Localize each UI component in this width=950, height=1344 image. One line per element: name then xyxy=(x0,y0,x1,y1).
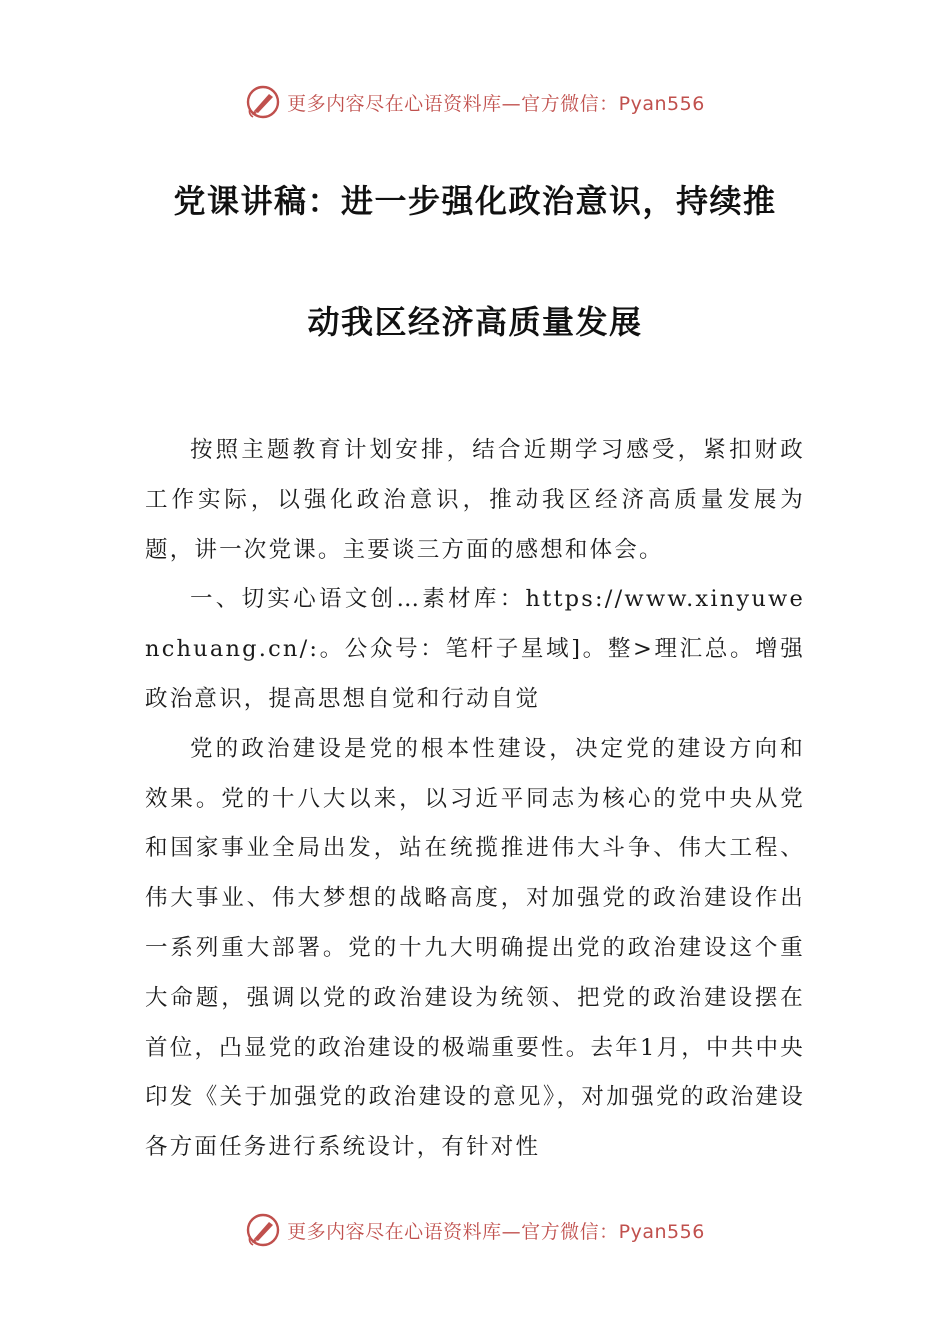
paragraph-political-construction: 党的政治建设是党的根本性建设，决定党的建设方向和效果。党的十八大以来，以习近平同志为核心的党中央从党和国家事业全局出发，站在统揽推进伟大斗争、伟大工程、伟大事业、伟大梦想的战略高度，对加强党的政治建设作出一系列重大部署。党的十九大明确提出党的政治建设这个重大命题，强调以党的政治建设为统领、把党的政治建设摆在首位，凸显党的政治建设的极端重要性。去年1月，中共中央印发《关于加强党的政治建设的意见》，对加强党的政治建设各方面任务进行系统设计，有针对性 xyxy=(145,735,805,1161)
document-title-line-1: 党课讲稿：进一步强化政治意识，持续推 xyxy=(173,182,777,220)
pen-circle-logo-icon xyxy=(245,1212,281,1248)
document-body xyxy=(145,426,805,1173)
paragraph-intro: 按照主题教育计划安排，结合近期学习感受，紧扣财政工作实际，以强化政治意识，推动我区经济高质量发展为题，讲一次党课。主要谈三方面的感想和体会。 xyxy=(145,437,805,563)
document-title-line-2: 动我区经济高质量发展 xyxy=(307,303,643,341)
watermark-banner-top xyxy=(0,80,950,124)
watermark-text: 更多内容尽在心语资料库—官方微信：Pyan556 xyxy=(287,92,705,115)
watermark-banner-bottom xyxy=(0,1208,950,1252)
pen-circle-logo-icon xyxy=(245,84,281,120)
paragraph-section-heading: 一、切实心语文创…素材库：https://www.xinyuwenchuang.cn/:。公众号：笔杆子星域]。整>理汇总。增强政治意识，提高思想自觉和行动自觉 xyxy=(145,586,805,712)
watermark-text: 更多内容尽在心语资料库—官方微信：Pyan556 xyxy=(287,1220,705,1243)
